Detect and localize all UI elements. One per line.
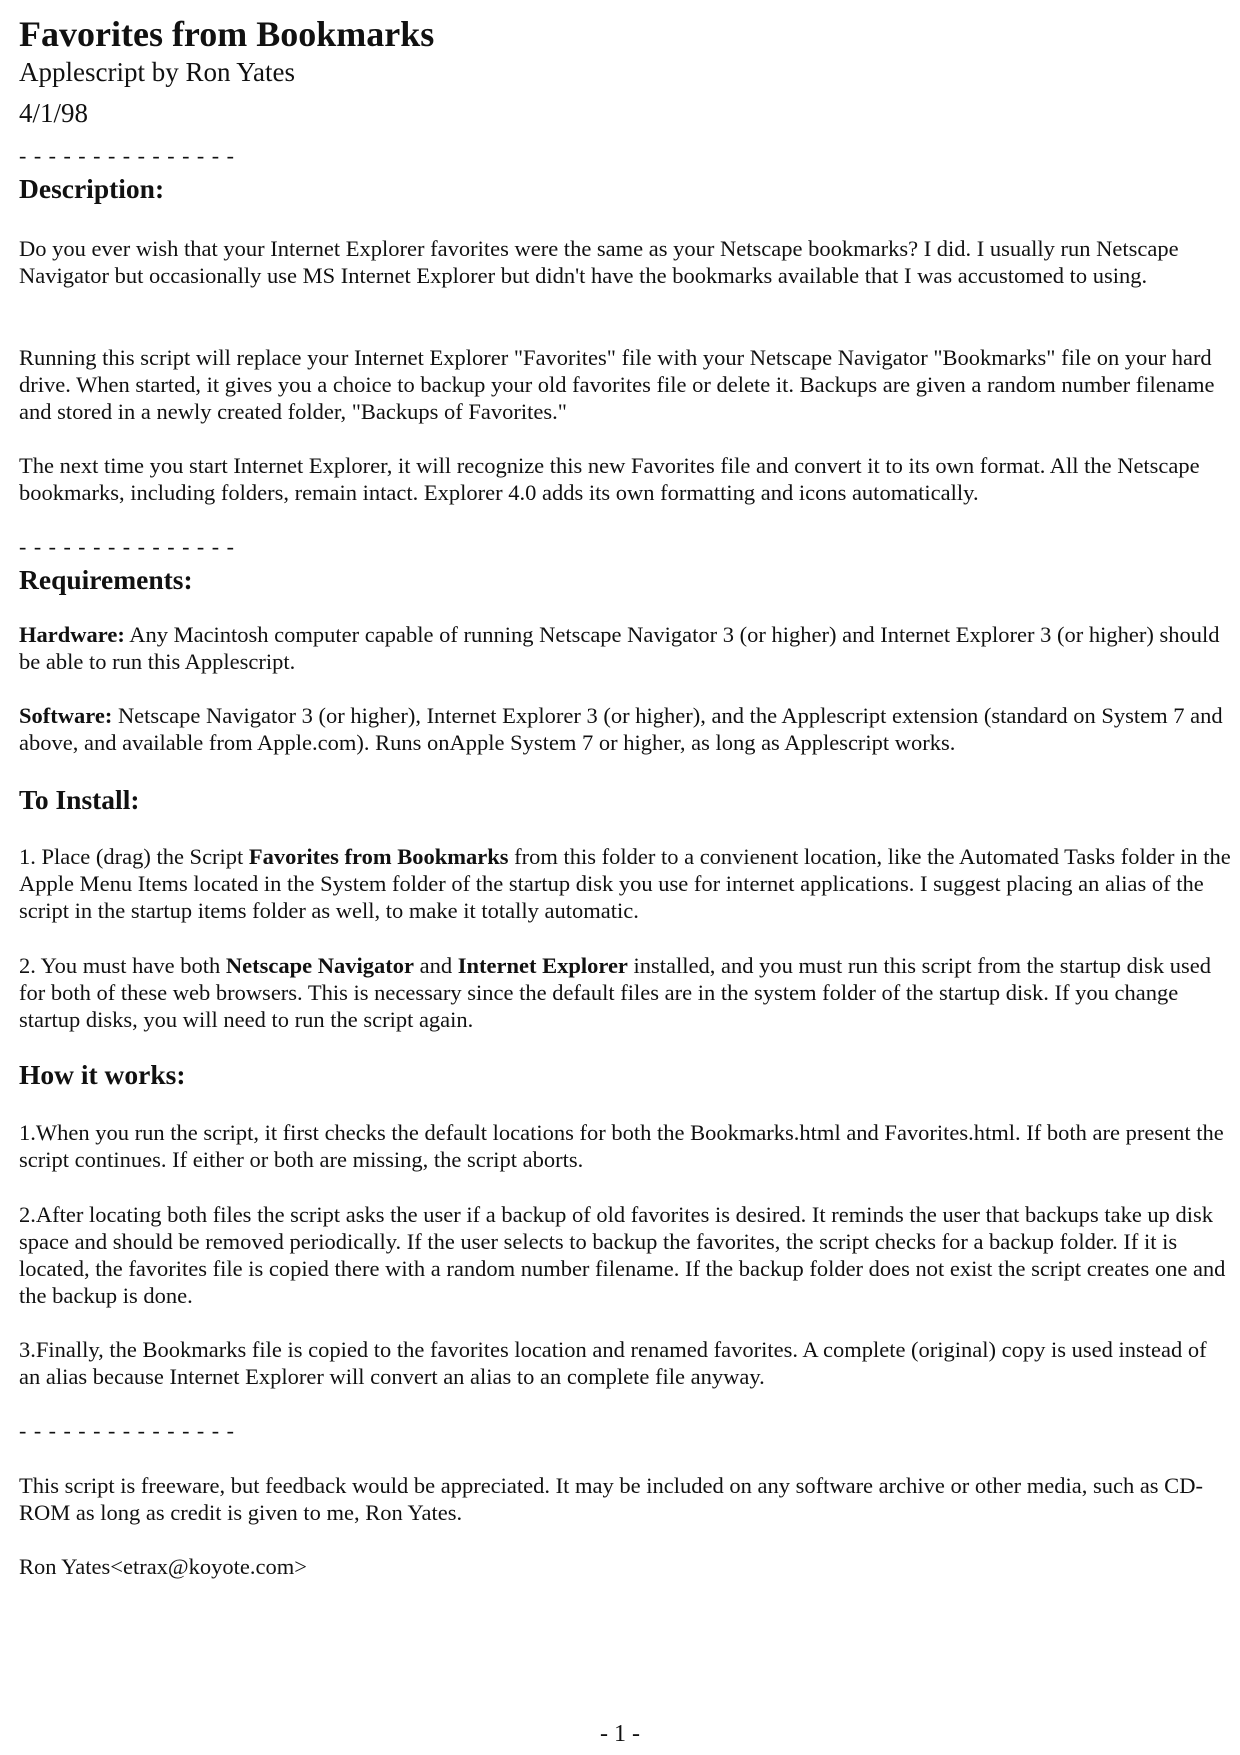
description-paragraph-3: The next time you start Internet Explorer, it will recognize this new Favorites file and convert it to its own format. All the Netscape bookmarks, including folders, remain intact. Explorer 4.0 adds its own formatting and icons automatically.	[19, 453, 1200, 505]
how-it-works-heading: How it works:	[19, 1059, 186, 1090]
install-heading: To Install:	[19, 784, 140, 815]
how-step-1: 1.When you run the script, it first checks the default locations for both the Bookmarks.html and Favorites.html. If both are present the script continues. If either or both are missing, the script aborts.	[19, 1120, 1224, 1172]
license-paragraph: This script is freeware, but feedback would be appreciated. It may be included on any software archive or other media, such as CD-ROM as long as credit is given to me, Ron Yates.	[19, 1473, 1203, 1525]
separator: - - - - - - - - - - - - - - -	[19, 534, 235, 559]
script-name: Favorites from Bookmarks	[248, 844, 509, 869]
requirements-heading: Requirements:	[19, 564, 193, 595]
author-line: Applescript by Ron Yates	[19, 57, 295, 87]
install-step-1-text: 1. Place (drag) the Script	[19, 844, 249, 869]
install-step-1	[19, 843, 1231, 924]
date-line: 4/1/98	[19, 98, 89, 128]
contact-line: Ron Yates<etrax@koyote.com>	[19, 1554, 307, 1579]
netscape-name: Netscape Navigator	[225, 953, 414, 978]
document-title: Favorites from Bookmarks	[19, 14, 435, 54]
hardware-text: Any Macintosh computer capable of running Netscape Navigator 3 (or higher) and Internet Explorer 3 (or higher) should be able to run this Applescript.	[19, 622, 1220, 674]
install-step-2-text: and	[413, 953, 458, 978]
install-step-2-text: 2. You must have both	[19, 953, 226, 978]
software-text: Netscape Navigator 3 (or higher), Internet Explorer 3 (or higher), and the Applescript extension (standard on System 7 and above, and available from Apple.com). Runs onApple System 7 or higher, as long as Applescript works.	[19, 703, 1223, 755]
explorer-name: Internet Explorer	[457, 953, 628, 978]
description-paragraph-2: Running this script will replace your Internet Explorer "Favorites" file with your Netscape Navigator "Bookmarks" file on your hard drive. When started, it gives you a choice to backup your old favorites file or delete it. Backups are given a random number filename and stored in a newly created folder, "Backups of Favorites."	[19, 345, 1215, 424]
separator: - - - - - - - - - - - - - - -	[19, 143, 235, 168]
description-heading: Description:	[19, 173, 165, 204]
page-number: - 1 -	[600, 1721, 640, 1747]
separator: - - - - - - - - - - - - - - -	[19, 1418, 235, 1443]
description-paragraph-1: Do you ever wish that your Internet Explorer favorites were the same as your Netscape bookmarks? I did. I usually run Netscape Navigator but occasionally use MS Internet Explorer but didn't have the bookmarks available that I was accustomed to using.	[19, 236, 1179, 288]
hardware-paragraph	[19, 621, 1231, 675]
software-paragraph	[19, 702, 1231, 756]
install-step-1-text: from this folder to a convienent location, like the Automated Tasks folder in the Apple Menu Items located in the System folder of the startup disk you use for internet applications. I suggest placing an alias of the script in the startup items folder as well, to make it totally automatic.	[19, 844, 1231, 923]
install-step-2	[19, 952, 1231, 1033]
software-label: Software:	[19, 703, 113, 728]
install-step-2-text: installed, and you must run this script from the startup disk used for both of these web browsers. This is necessary since the default files are in the system folder of the startup disk. If you change startup disks, you will need to run the script again.	[19, 953, 1211, 1032]
hardware-label: Hardware:	[19, 622, 125, 647]
how-step-2: 2.After locating both files the script asks the user if a backup of old favorites is desired. It reminds the user that backups take up disk space and should be removed periodically. If the user selects to backup the favorites, the script checks for a backup folder. If it is located, the favorites file is copied there with a random number filename. If the backup folder does not exist the script creates one and the backup is done.	[19, 1202, 1226, 1308]
how-step-3: 3.Finally, the Bookmarks file is copied to the favorites location and renamed favorites. A complete (original) copy is used instead of an alias because Internet Explorer will convert an alias to an complete file anyway.	[19, 1337, 1207, 1389]
